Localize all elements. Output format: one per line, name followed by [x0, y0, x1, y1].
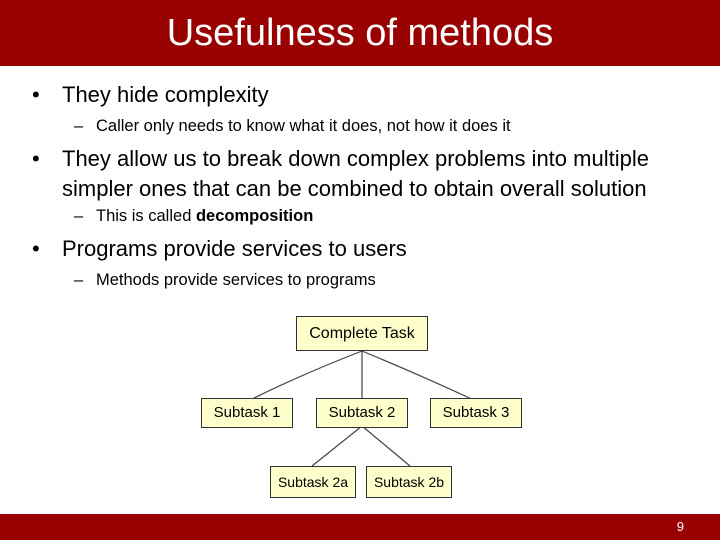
task-box-subtask-2: Subtask 2 — [316, 398, 408, 428]
sub-bullet-bold: decomposition — [195, 207, 314, 225]
bullet-text: Programs provide services to users — [62, 236, 407, 261]
page-number: 9 — [676, 519, 684, 534]
task-box-complete: Complete Task — [296, 316, 428, 351]
connector-subtask2-2b — [362, 426, 410, 466]
bullet-marker: • — [32, 236, 40, 261]
bullet-text-line1: They allow us to break down complex problems into multiple — [62, 146, 649, 171]
sub-bullet-prefix: This is called — [96, 207, 196, 225]
slide-title: Usefulness of methods — [166, 12, 554, 54]
task-box-subtask-2a: Subtask 2a — [270, 466, 356, 498]
connector-root-subtask1 — [248, 351, 362, 401]
sub-bullet-text: Methods provide services to programs — [96, 271, 376, 289]
sub-bullet-marker: – — [74, 271, 84, 289]
bullet-marker: • — [32, 82, 40, 107]
sub-bullet-marker: – — [74, 207, 84, 225]
sub-bullet-marker: – — [74, 117, 84, 135]
task-box-subtask-1: Subtask 1 — [201, 398, 293, 428]
connector-subtask2-2a — [312, 426, 362, 466]
task-box-subtask-3: Subtask 3 — [430, 398, 522, 428]
bullet-text: They hide complexity — [62, 82, 269, 107]
bullet-marker: • — [32, 146, 40, 171]
bullet-text-line2: simpler ones that can be combined to obtain overall solution — [62, 176, 647, 201]
connector-root-subtask3 — [362, 351, 476, 401]
sub-bullet-text: Caller only needs to know what it does, not how it does it — [96, 117, 511, 135]
footer-bar — [0, 514, 720, 540]
task-box-subtask-2b: Subtask 2b — [366, 466, 452, 498]
